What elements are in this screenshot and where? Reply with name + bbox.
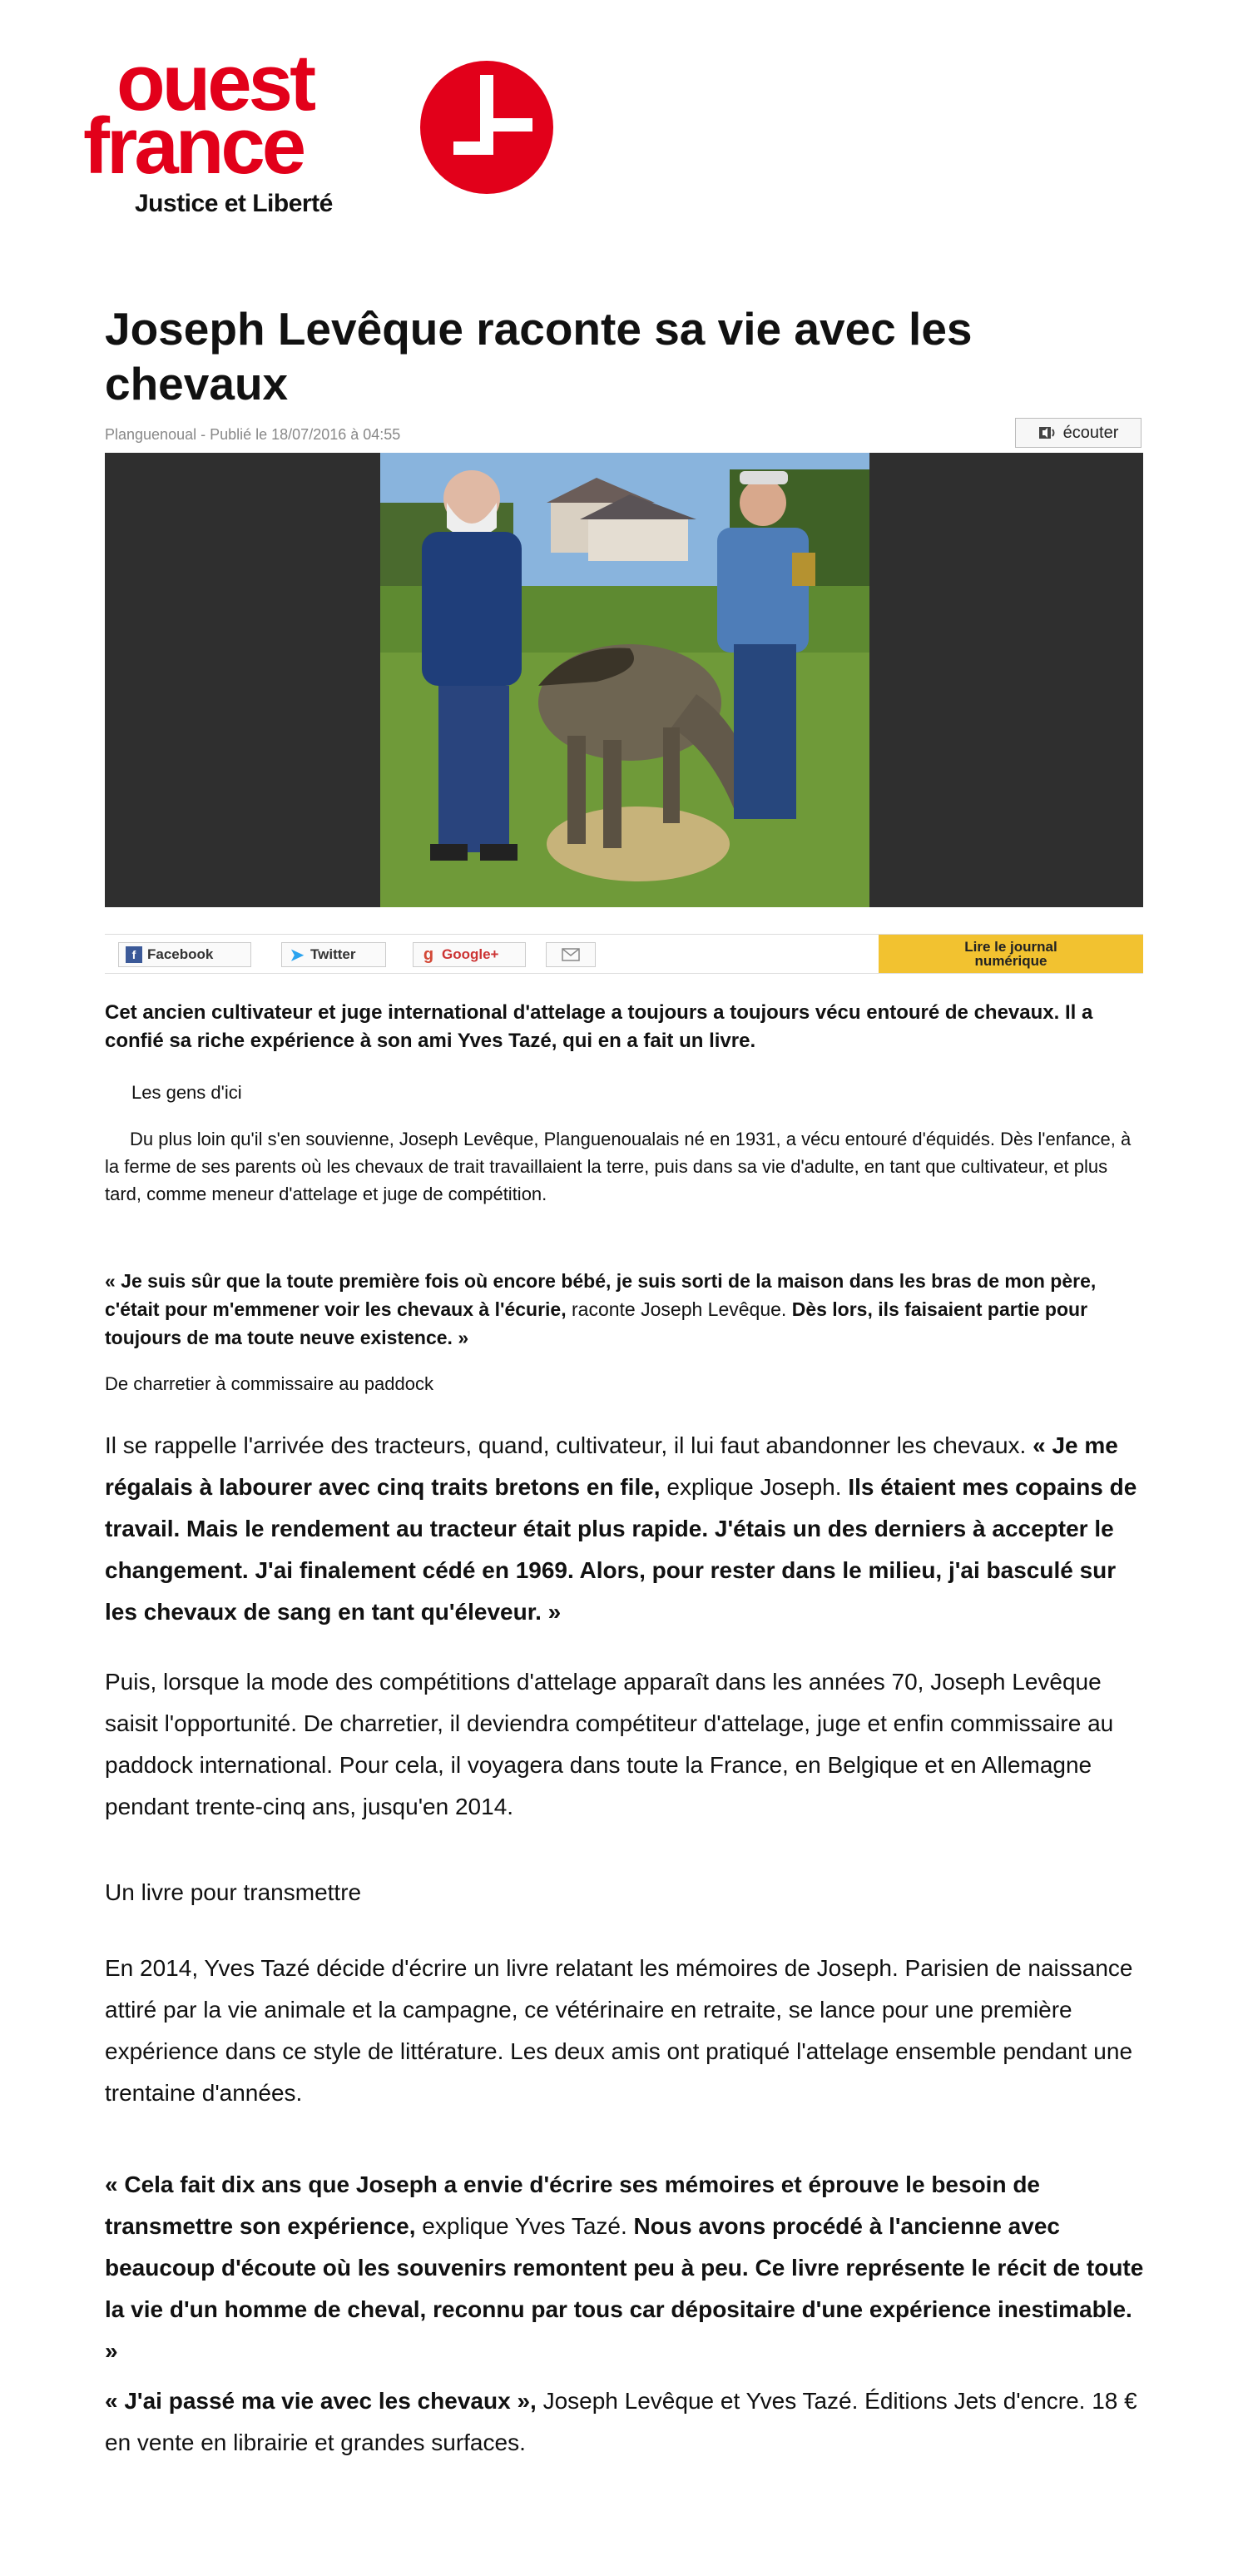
listen-button[interactable] bbox=[1015, 418, 1142, 448]
article-paragraph-5 bbox=[105, 2164, 1145, 2372]
google-plus-label: Google+ bbox=[442, 946, 499, 962]
p5-part-a: « Cela fait dix ans que Joseph a envie d'écrire ses mémoires et éprouve le besoin de transmettre son expérience, bbox=[105, 2171, 1041, 2239]
article-meta: Planguenoual - Publié le 18/07/2016 à 04:55 bbox=[105, 426, 401, 443]
p6-part-a: « J'ai passé ma vie avec les chevaux », bbox=[105, 2388, 537, 2414]
twitter-label: Twitter bbox=[310, 946, 356, 962]
quote-1-part-b: raconte Joseph Levêque. bbox=[566, 1298, 792, 1320]
p2-part-a: Il se rappelle l'arrivée des tracteurs, quand, cultivateur, il lui faut abandonner les chevaux. bbox=[105, 1432, 1033, 1458]
twitter-share-button[interactable] bbox=[281, 942, 386, 967]
facebook-icon: f bbox=[126, 946, 142, 963]
article-photo[interactable] bbox=[380, 453, 869, 907]
p5-part-b: explique Yves Tazé. bbox=[415, 2213, 634, 2239]
mail-share-button[interactable] bbox=[546, 942, 596, 967]
p2-part-b: « Je me régalais à labourer avec cinq traits bretons en file, bbox=[105, 1432, 1118, 1500]
speaker-icon bbox=[1038, 424, 1057, 441]
article-paragraph-2 bbox=[105, 1425, 1145, 1633]
article-paragraph-1: Du plus loin qu'il s'en souvienne, Joseph Levêque, Planguenoualais né en 1931, a vécu entouré d'équidés. Dès l'enfance, à la ferme de ses parents où les chevaux de trait travaillaient la terre, puis dans sa vie d'adulte, en tant que cultivateur, et plus tard, comme meneur d'attelage et juge de compétition. bbox=[105, 1129, 1132, 1204]
article-paragraph-4: En 2014, Yves Tazé décide d'écrire un livre relatant les mémoires de Joseph. Parisien de naissance attiré par la vie animale et la campagne, ce vétérinaire en retraite, se lance pour une première expérience dans ce style de littérature. Les deux amis ont pratiqué l'attelage ensemble pendant une trentaine d'années. bbox=[105, 1955, 1133, 2106]
article-kicker: Les gens d'ici bbox=[131, 1082, 242, 1103]
article-lead: Cet ancien cultivateur et juge international d'attelage a toujours a toujours vécu entouré de chevaux. Il a confié sa riche expérience à son ami Yves Tazé, qui en a fait un livre. bbox=[105, 1001, 1093, 1052]
twitter-icon: ➤ bbox=[290, 946, 305, 965]
journal-label-line2: numérique bbox=[974, 953, 1047, 969]
article-title: Joseph Levêque raconte sa vie avec les chevaux bbox=[105, 303, 973, 409]
facebook-share-button[interactable] bbox=[118, 942, 251, 967]
logo-word-ouest: ouest bbox=[116, 38, 314, 127]
logo-tagline: Justice et Liberté bbox=[135, 190, 333, 217]
quote-1-part-c: Dès lors, ils faisaient partie pour toujours de ma toute neuve existence. » bbox=[105, 1298, 1088, 1348]
subheading-2: Un livre pour transmettre bbox=[105, 1879, 362, 1905]
google-plus-icon: g bbox=[423, 945, 434, 964]
article-photo-frame bbox=[105, 453, 1143, 907]
listen-label: écouter bbox=[1062, 423, 1119, 442]
quote-1-part-a: « Je suis sûr que la toute première fois où encore bébé, je suis sorti de la maison dans les bras de mon père, c'était pour m'emmener voir les chevaux à l'écurie, bbox=[105, 1270, 1097, 1320]
article-quote-1 bbox=[105, 1267, 1137, 1352]
envelope-icon bbox=[562, 948, 580, 961]
share-bar bbox=[105, 934, 1143, 974]
article-paragraph-6 bbox=[105, 2380, 1145, 2464]
google-plus-share-button[interactable] bbox=[413, 942, 526, 967]
p6-part-b: Joseph Levêque et Yves Tazé. Éditions Jets d'encre. 18 € en vente en librairie et grandes surfaces. bbox=[105, 2388, 1137, 2455]
p2-part-d: Ils étaient mes copains de travail. Mais le rendement au tracteur était plus rapide. J'étais un des derniers à accepter le changement. J'ai finalement cédé en 1969. Alors, pour rester dans le milieu, j'ai basculé sur les chevaux de sang en tant qu'éleveur. » bbox=[105, 1474, 1137, 1625]
article-paragraph-3: Puis, lorsque la mode des compétitions d'attelage apparaît dans les années 70, Joseph Levêque saisit l'opportunité. De charretier, il deviendra compétiteur d'attelage, juge et enfin commissaire au paddock international. Pour cela, il voyagera dans toute la France, en Belgique et en Allemagne pendant trente-cinq ans, jusqu'en 2014. bbox=[105, 1669, 1114, 1819]
p5-part-c: Nous avons procédé à l'ancienne avec beaucoup d'écoute où les souvenirs remontent peu à peu. Ce livre représente le récit de toute la vie d'un homme de cheval, reconnu par tous car dépositaire d'une expérience inestimable. » bbox=[105, 2213, 1144, 2364]
subheading-1: De charretier à commissaire au paddock bbox=[105, 1373, 433, 1394]
p2-part-c: explique Joseph. bbox=[660, 1474, 849, 1500]
logo-word-france: france bbox=[83, 102, 304, 191]
journal-label-line1: Lire le journal bbox=[964, 939, 1057, 955]
ouest-france-logo[interactable] bbox=[83, 38, 532, 225]
logo-mark-icon bbox=[416, 57, 557, 198]
read-digital-journal-button[interactable] bbox=[879, 935, 1143, 973]
facebook-label: Facebook bbox=[147, 946, 214, 962]
